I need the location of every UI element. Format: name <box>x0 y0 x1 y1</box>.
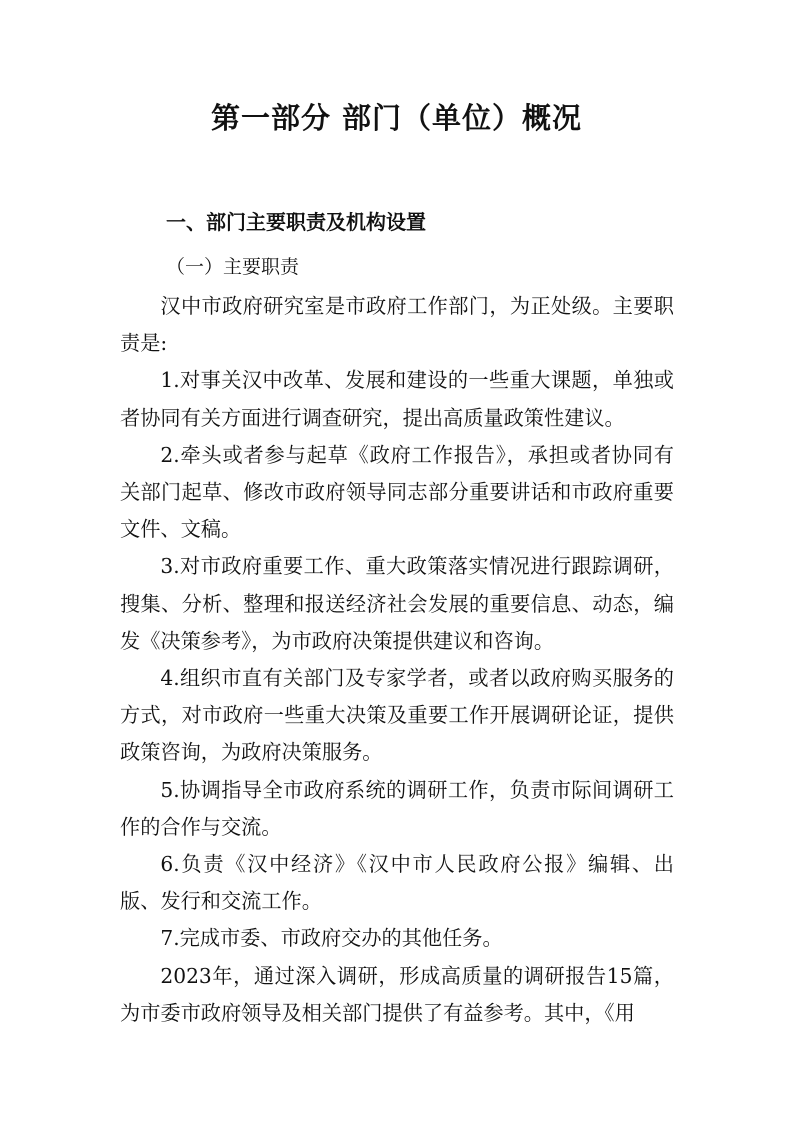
duty-item-1: 1.对事关汉中改革、发展和建设的一些重大课题，单独或者协同有关方面进行调查研究，提出高质量政策性建议。 <box>120 368 674 430</box>
duty-item-3: 3.对市政府重要工作、重大政策落实情况进行跟踪调研，搜集、分析、整理和报送经济社会发展的重要信息、动态，编发《决策参考》，为市政府决策提供建议和咨询。 <box>120 554 674 653</box>
page-title: 第一部分 部门（单位）概况 <box>210 101 583 135</box>
duty-item-6: 6.负责《汉中经济》《汉中市人民政府公报》编辑、出版、发行和交流工作。 <box>120 852 674 914</box>
section-heading: 一、部门主要职责及机构设置 <box>166 210 426 234</box>
duty-item-2: 2.牵头或者参与起草《政府工作报告》，承担或者协同有关部门起草、修改市政府领导同志部分重要讲话和市政府重要文件、文稿。 <box>120 442 674 542</box>
intro-paragraph: 汉中市政府研究室是市政府工作部门，为正处级。主要职责是: <box>120 294 674 356</box>
summary-paragraph: 2023年，通过深入调研，形成高质量的调研报告15篇，为市委市政府领导及相关部门提供了有益参考。其中，《用 <box>120 963 674 1025</box>
duty-item-4: 4.组织市直有关部门及专家学者，或者以政府购买服务的方式，对市政府一些重大决策及重要工作开展调研论证，提供政策咨询，为政府决策服务。 <box>120 666 674 765</box>
subsection-heading: （一）主要职责 <box>166 256 300 278</box>
duty-item-7: 7.完成市委、市政府交办的其他任务。 <box>160 926 503 951</box>
duty-item-5: 5.协调指导全市政府系统的调研工作，负责市际间调研工作的合作与交流。 <box>120 777 674 839</box>
body-text <box>120 288 674 1032</box>
